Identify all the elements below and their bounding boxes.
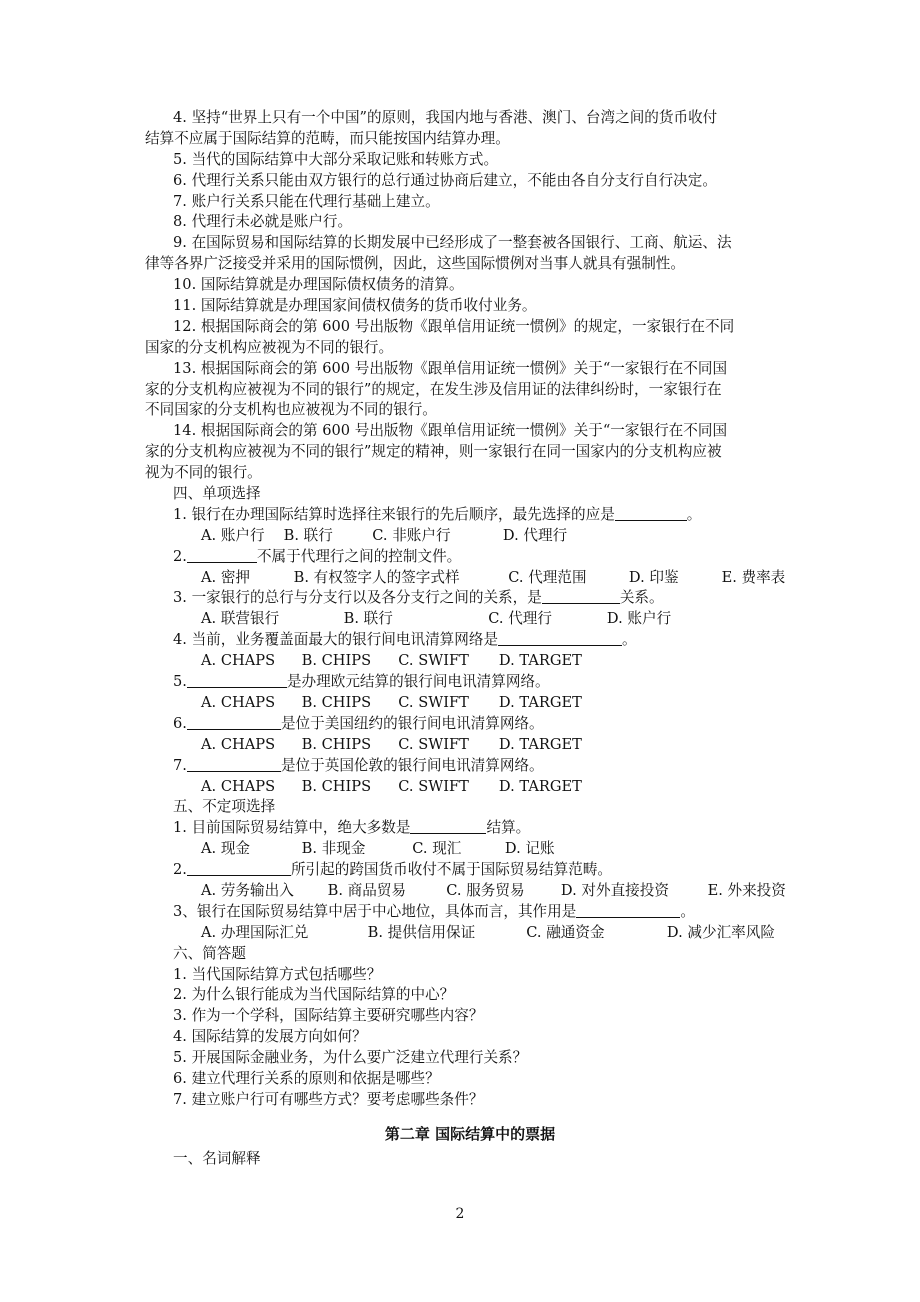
option-b: B. 提供信用保证 [367,923,476,941]
multi-choice-q1-options [145,839,795,860]
question-text-end: 。 [622,631,637,649]
short-answer-item: 1. 当代国际结算方式包括哪些？ [173,965,382,983]
statement-4-line-1: 4. 坚持“世界上只有一个中国”的原则，我国内地与香港、澳门、台湾之间的货币收付 [173,109,718,126]
statement-14-line-1: 14. 根据国际商会的第 600 号出版物《跟单信用证统一惯例》关于“一家银行在不同国 [173,422,728,440]
option-b: B. CHIPS [301,777,372,795]
option-c: C. 融通资金 [526,923,605,941]
single-choice-q4 [145,630,795,651]
option-c: C. 服务贸易 [446,881,525,899]
option-a: A. CHAPS [201,777,276,795]
question-text-end: 。 [686,505,702,523]
statement-8: 8. 代理行未必就是账户行。 [173,213,353,231]
option-a: A. CHAPS [201,693,276,711]
single-choice-q1-options [145,526,795,547]
option-d: D. 账户行 [606,610,672,628]
statement-10: 10. 国际结算就是办理国际债权债务的清算。 [173,276,464,294]
single-choice-q5 [145,672,795,693]
short-answer-item: 4. 国际结算的发展方向如何？ [173,1028,367,1046]
single-choice-q3-options [145,609,795,630]
short-answer-item: 7. 建立账户行可有哪些方式？要考虑哪些条件？ [173,1090,484,1108]
single-choice-q7-options [145,777,795,798]
option-d: D. 减少汇率风险 [666,923,775,941]
statement-4-line-2: 结算不应属于国际结算的范畴，而只能按国内结算办理。 [145,129,510,147]
page-content [145,108,795,1170]
option-b: B. 有权签字人的签字式样 [293,568,460,586]
single-choice-q7 [145,756,795,777]
question-text-end: 结算。 [486,819,531,837]
multi-choice-q3 [145,902,795,923]
multi-choice-q2-options [145,881,795,902]
multi-choice-q2 [145,860,795,881]
short-answer-item: 3. 作为一个学科，国际结算主要研究哪些内容？ [173,1007,484,1025]
question-text: 是位于美国纽约的银行间电讯清算网络。 [280,714,544,732]
question-number: 2. [173,861,187,879]
option-b: B. 商品贸易 [327,881,407,899]
option-e: E. 外来投资 [707,881,786,899]
answer-blank[interactable] [187,714,281,730]
option-a: A. 现金 [201,840,251,858]
statement-13-line-2: 家的分支机构应被视为不同的银行”的规定，在发生涉及信用证的法律纠纷时，一家银行在 [145,380,722,398]
short-answer-item: 6. 建立代理行关系的原则和依据是哪些？ [173,1069,440,1087]
answer-blank[interactable] [542,588,620,604]
option-c: C. SWIFT [398,777,469,795]
option-d: D. 对外直接投资 [560,881,669,899]
option-d: D. TARGET [498,777,582,795]
option-a: A. 联营银行 [201,610,280,628]
answer-blank[interactable] [187,547,257,563]
short-answer-item: 5. 开展国际金融业务，为什么要广泛建立代理行关系？ [173,1049,528,1067]
option-d: D. 印鉴 [628,568,679,586]
answer-blank[interactable] [187,756,281,772]
question-number: 7. [173,756,187,774]
option-b: B. CHIPS [301,652,372,670]
short-answer-heading: 六、简答题 [173,944,246,962]
question-text: 不属于代理行之间的控制文件。 [256,547,462,565]
statement-12-line-2: 国家的分支机构应被视为不同的银行。 [145,338,394,356]
option-b: B. 联行 [283,526,333,544]
single-choice-q2-options [145,568,795,589]
question-text: 1. 银行在办理国际结算时选择往来银行的先后顺序，最先选择的应是 [173,505,615,523]
option-c: C. 现汇 [412,840,462,858]
option-c: C. 代理行 [488,610,552,628]
question-text: 是位于英国伦敦的银行间电讯清算网络。 [280,756,544,774]
question-text-end: 关系。 [619,589,664,607]
single-choice-q2 [145,547,795,568]
question-number: 2. [173,547,187,565]
option-c: C. 非账户行 [372,526,451,544]
question-number: 6. [173,714,187,732]
question-text: 是办理欧元结算的银行间电讯清算网络。 [286,673,550,691]
statement-13-line-1: 13. 根据国际商会的第 600 号出版物《跟单信用证统一惯例》关于“一家银行在不同国 [173,359,728,377]
question-text: 1. 目前国际贸易结算中，绝大多数是 [173,819,411,837]
chapter-title: 第二章 国际结算中的票据 [384,1124,556,1143]
statement-9-line-2: 律等各界广泛接受并采用的国际惯例，因此，这些国际惯例对当事人就具有强制性。 [145,255,685,273]
option-a: A. 密押 [201,568,251,586]
multi-choice-q3-options [145,923,795,944]
option-b: B. 非现金 [301,840,366,858]
multi-choice-heading: 五、不定项选择 [173,798,276,816]
question-text: 3. 一家银行的总行与分支行以及各分支行之间的关系，是 [173,589,542,607]
question-number: 5. [173,673,187,691]
statement-6: 6. 代理行关系只能由双方银行的总行通过协商后建立，不能由各自分支行自行决定。 [173,171,717,189]
option-c: C. 代理范围 [508,568,587,586]
answer-blank[interactable] [187,672,287,688]
option-a: A. CHAPS [201,735,276,753]
statement-9-line-1: 9. 在国际贸易和国际结算的长期发展中已经形成了一整套被各国银行、工商、航运、法 [173,234,732,252]
single-choice-q1 [145,505,795,526]
statement-14-line-3: 视为不同的银行。 [145,464,262,482]
statement-5: 5. 当代的国际结算中大部分采取记账和转账方式。 [173,150,499,168]
answer-blank[interactable] [576,902,680,918]
option-b: B. 联行 [343,610,393,628]
option-a: A. 劳务输出入 [201,881,294,899]
answer-blank[interactable] [187,860,291,876]
statement-7: 7. 账户行关系只能在代理行基础上建立。 [173,192,440,210]
answer-blank[interactable] [410,818,486,834]
option-a: A. 办理国际汇兑 [201,923,309,941]
option-d: D. TARGET [498,735,582,753]
option-d: D. 代理行 [502,526,568,544]
option-b: B. CHIPS [301,735,372,753]
option-c: C. SWIFT [398,693,469,711]
option-d: D. TARGET [498,693,582,711]
answer-blank[interactable] [498,630,622,646]
single-choice-q6 [145,714,795,735]
option-c: C. SWIFT [398,735,469,753]
single-choice-q4-options [145,651,795,672]
question-text-end: 。 [680,902,695,920]
option-b: B. CHIPS [301,693,372,711]
single-choice-q3 [145,588,795,609]
option-c: C. SWIFT [398,652,469,670]
short-answer-item: 2. 为什么银行能成为当代国际结算的中心？ [173,986,455,1004]
option-a: A. CHAPS [201,652,276,670]
statement-13-line-3: 不同国家的分支机构也应被视为不同的银行。 [145,401,437,419]
statement-11: 11. 国际结算就是办理国家间债权债务的货币收付业务。 [173,297,537,315]
option-d: D. 记账 [504,840,555,858]
answer-blank[interactable] [615,505,687,521]
statement-12-line-1: 12. 根据国际商会的第 600 号出版物《跟单信用证统一惯例》的规定，一家银行在不同 [173,317,735,335]
single-choice-q6-options [145,735,795,756]
option-e: E. 费率表 [721,568,786,586]
multi-choice-q1 [145,818,795,839]
question-text: 所引起的跨国货币收付不属于国际贸易结算范畴。 [290,861,613,879]
page-number: 2 [455,1206,465,1222]
question-text: 4. 当前，业务覆盖面最大的银行间电讯清算网络是 [173,631,499,649]
option-d: D. TARGET [498,652,582,670]
option-a: A. 账户行 [201,526,265,544]
section-heading: 一、名词解释 [173,1149,261,1167]
question-text: 3、银行在国际贸易结算中居于中心地位，具体而言，其作用是 [173,902,577,920]
single-choice-heading: 四、单项选择 [173,485,261,503]
single-choice-q5-options [145,693,795,714]
statement-14-line-2: 家的分支机构应被视为不同的银行”规定的精神，则一家银行在同一国家内的分支机构应被 [145,443,722,461]
